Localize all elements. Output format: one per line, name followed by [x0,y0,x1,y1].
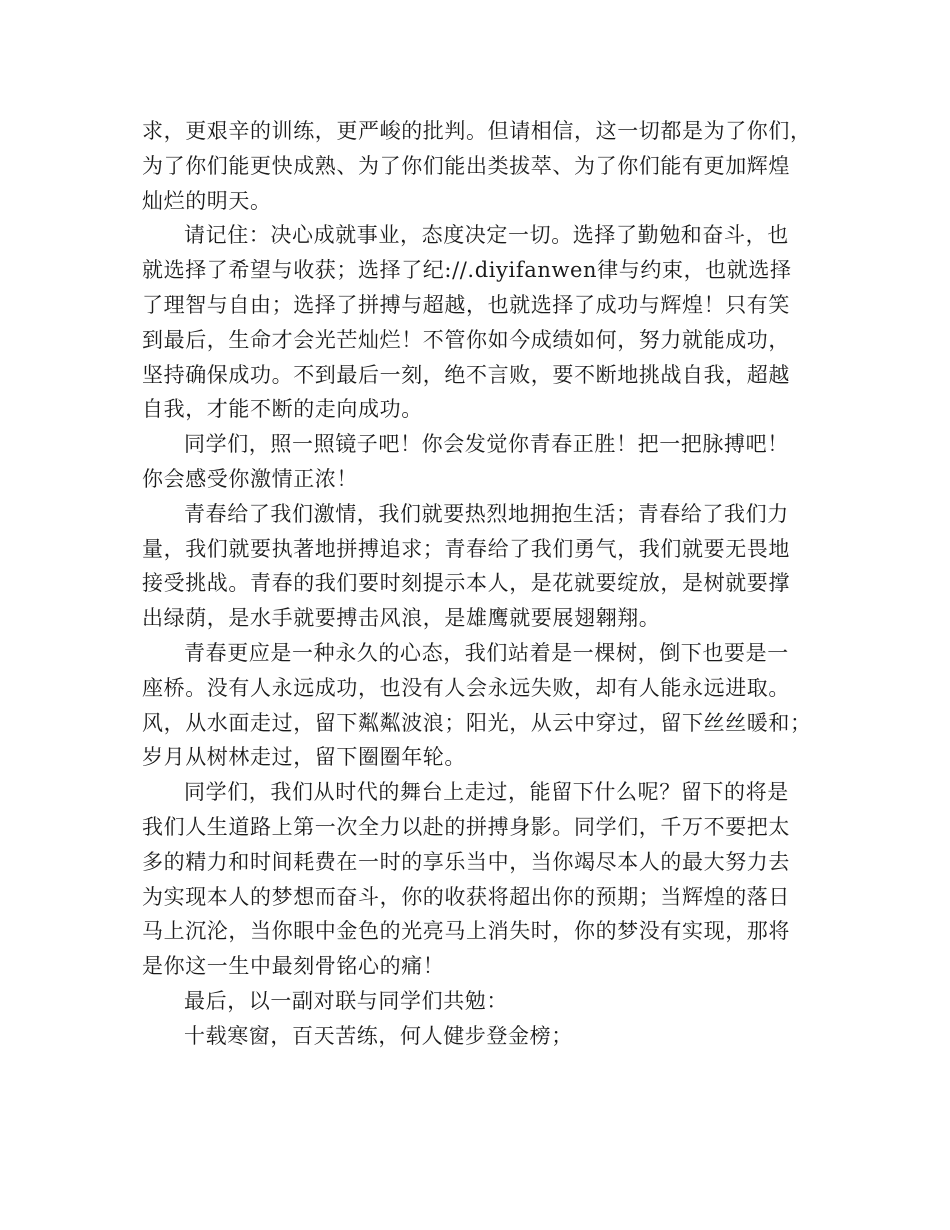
text-line: 多的精力和时间耗费在一时的享乐当中，当你竭尽本人的最大努力去 [142,849,790,874]
text-line: 求，更艰辛的训练，更严峻的批判。但请相信，这一切都是为了你们， [142,119,812,143]
text-line: 灿烂的明天。 [142,188,272,213]
text-line: 同学们，我们从时代的舞台上走过，能留下什么呢？留下的将是 [184,780,789,805]
text-line: 坚持确保成功。不到最后一刻，绝不言败，要不断地挑战自我，超越 [142,362,790,387]
text-line: 自我，才能不断的走向成功。 [142,397,423,422]
text-line: 座桥。没有人永远成功，也没有人会永远失败，却有人能永远进取。 [142,675,790,700]
text-line: 请记住：决心成就事业，态度决定一切。选择了勤勉和奋斗，也 [184,223,789,248]
paragraph-1 [142,114,822,218]
text-line: 风，从水面走过，留下粼粼波浪；阳光，从云中穿过，留下丝丝暖和； [142,710,812,735]
text-line: 青春给了我们激情，我们就要热烈地拥抱生活；青春给了我们力 [184,501,789,526]
text-line: 为了你们能更快成熟、为了你们能出类拔萃、为了你们能有更加辉煌 [142,153,790,178]
text-line: 最后，以一副对联与同学们共勉： [184,988,508,1013]
paragraph-2 [142,218,822,427]
text-line: 我们人生道路上第一次全力以赴的拼搏身影。同学们，千万不要把太 [142,814,790,839]
document-page [142,114,822,1054]
text-line: 就选择了希望与收获；选择了纪://.diyifanwen律与约束，也就选择 [142,258,792,283]
text-line: 接受挑战。青春的我们要时刻提示本人，是花就要绽放，是树就要撑 [142,571,790,596]
text-line: 十载寒窗，百天苦练，何人健步登金榜； [184,1023,573,1048]
paragraph-7 [142,984,822,1019]
paragraph-6 [142,775,822,984]
text-line: 岁月从树林走过，留下圈圈年轮。 [142,745,466,770]
text-line: 青春更应是一种永久的心态，我们站着是一棵树，倒下也要是一 [184,640,789,665]
text-line: 到最后，生命才会光芒灿烂！不管你如今成绩如何，努力就能成功， [142,327,790,352]
paragraph-8 [142,1019,822,1054]
text-line: 为实现本人的梦想而奋斗，你的收获将超出你的预期；当辉煌的落日 [142,884,790,909]
paragraph-4 [142,497,822,636]
text-line: 出绿荫，是水手就要搏击风浪，是雄鹰就要展翅翱翔。 [142,606,661,631]
paragraph-3 [142,427,822,497]
text-line: 了理智与自由；选择了拼搏与超越，也就选择了成功与辉煌！只有笑 [142,292,790,317]
paragraph-5 [142,636,822,775]
text-line: 同学们，照一照镜子吧！你会发觉你青春正胜！把一把脉搏吧！ [184,432,789,457]
text-line: 你会感受你激情正浓！ [142,466,358,491]
text-line: 是你这一生中最刻骨铭心的痛！ [142,954,445,979]
text-line: 量，我们就要执著地拼搏追求；青春给了我们勇气，我们就要无畏地 [142,536,790,561]
text-line: 马上沉沦，当你眼中金色的光亮马上消失时，你的梦没有实现，那将 [142,919,790,944]
